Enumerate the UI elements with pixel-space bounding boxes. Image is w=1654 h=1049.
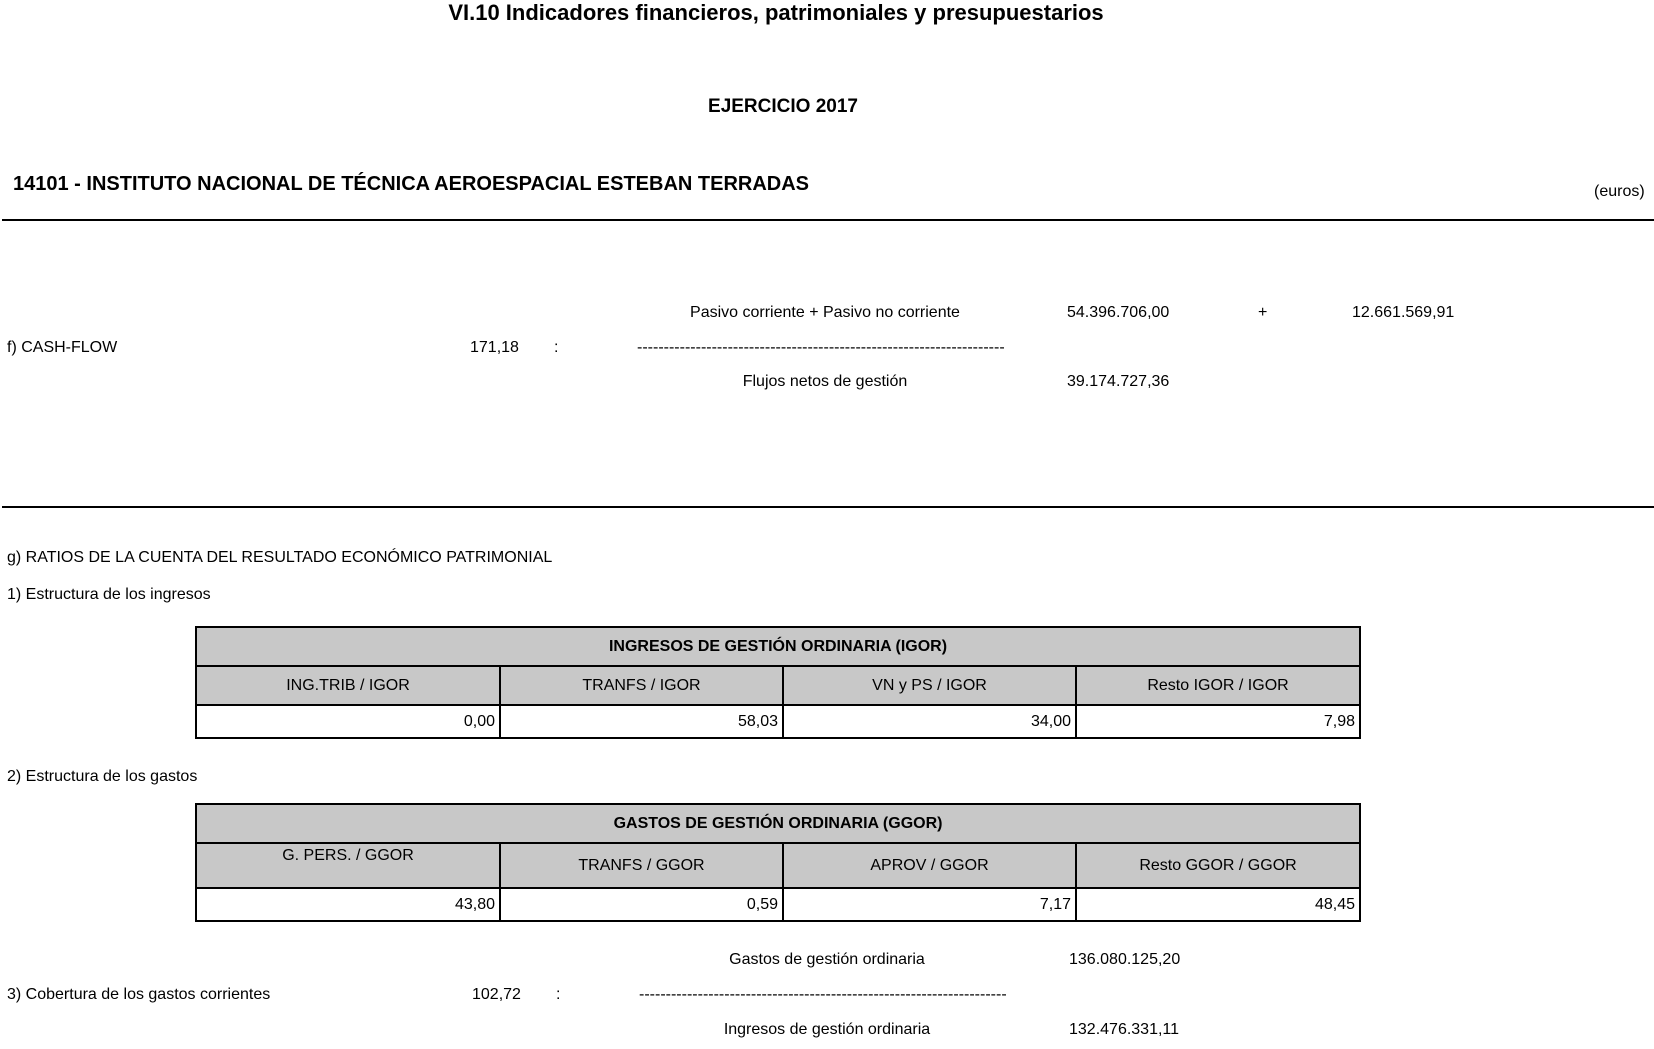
cobertura-label: 3) Cobertura de los gastos corrientes (7, 986, 271, 1003)
cashflow-numerator-label: Pasivo corriente + Pasivo no corriente (690, 304, 960, 321)
ingresos-cell: 34,00 (783, 705, 1076, 738)
plus-sign: + (1258, 304, 1268, 321)
cobertura-colon: : (556, 986, 561, 1003)
ingresos-heading: 1) Estructura de los ingresos (7, 586, 211, 603)
gastos-table (195, 803, 1361, 922)
page-title: VI.10 Indicadores financieros, patrimoniales y presupuestarios (448, 0, 1104, 25)
cashflow-numerator-value1: 54.396.706,00 (1067, 304, 1170, 321)
cashflow-denominator-label: Flujos netos de gestión (742, 373, 908, 390)
cobertura-denominator-value: 132.476.331,11 (1069, 1021, 1180, 1038)
gastos-col-header: TRANFS / GGOR (500, 843, 783, 888)
cashflow-label: f) CASH-FLOW (7, 339, 118, 356)
cashflow-colon: : (554, 339, 559, 356)
cobertura-denominator-label: Ingresos de gestión ordinaria (723, 1021, 931, 1038)
gastos-table-title: GASTOS DE GESTIÓN ORDINARIA (GGOR) (196, 804, 1360, 843)
ingresos-table (195, 626, 1361, 739)
ingresos-col-header: Resto IGOR / IGOR (1076, 666, 1360, 705)
gastos-col-header: APROV / GGOR (783, 843, 1076, 888)
fraction-line: --------------------------------------------------------------------- (639, 986, 1007, 1003)
ratios-section-title: g) RATIOS DE LA CUENTA DEL RESULTADO ECONÓMICO PATRIMONIAL (7, 549, 553, 566)
ingresos-col-header: TRANFS / IGOR (500, 666, 783, 705)
gastos-cell: 48,45 (1076, 888, 1360, 921)
divider-top (2, 219, 1654, 221)
divider-middle (2, 506, 1654, 508)
cashflow-numerator-value2: 12.661.569,91 (1352, 304, 1455, 321)
ingresos-col-header: ING.TRIB / IGOR (196, 666, 500, 705)
cashflow-denominator-value: 39.174.727,36 (1067, 373, 1170, 390)
cashflow-value: 171,18 (470, 339, 519, 356)
ingresos-col-header: VN y PS / IGOR (783, 666, 1076, 705)
gastos-col-header: G. PERS. / GGOR (196, 843, 500, 888)
ejercicio-label: EJERCICIO 2017 (708, 96, 858, 117)
gastos-cell: 43,80 (196, 888, 500, 921)
entity-title: 14101 - INSTITUTO NACIONAL DE TÉCNICA AEROESPACIAL ESTEBAN TERRADAS (13, 173, 810, 195)
gastos-heading: 2) Estructura de los gastos (7, 768, 198, 785)
cobertura-numerator-label: Gastos de gestión ordinaria (729, 951, 925, 968)
ingresos-table-title: INGRESOS DE GESTIÓN ORDINARIA (IGOR) (196, 627, 1360, 666)
gastos-cell: 7,17 (783, 888, 1076, 921)
units-label: (euros) (1594, 183, 1645, 200)
ingresos-cell: 0,00 (196, 705, 500, 738)
cobertura-numerator-value: 136.080.125,20 (1069, 951, 1181, 968)
cobertura-value: 102,72 (472, 986, 521, 1003)
gastos-cell: 0,59 (500, 888, 783, 921)
ingresos-cell: 7,98 (1076, 705, 1360, 738)
fraction-line: --------------------------------------------------------------------- (637, 339, 1005, 356)
gastos-col-header: Resto GGOR / GGOR (1076, 843, 1360, 888)
ingresos-cell: 58,03 (500, 705, 783, 738)
